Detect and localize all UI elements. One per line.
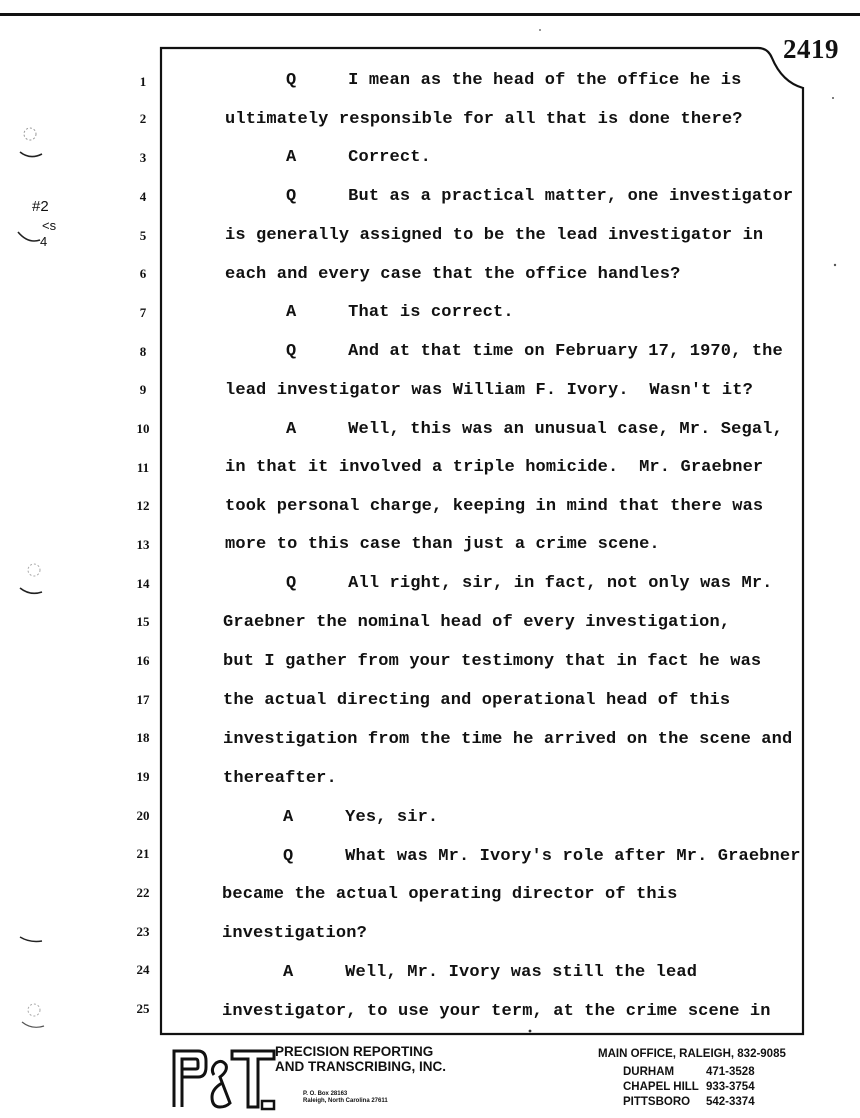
margin-mark: #2 xyxy=(32,198,49,215)
transcript-line: Q I mean as the head of the office he is xyxy=(286,71,742,90)
transcript-line: investigator, to use your term, at the crime scene in xyxy=(222,1002,771,1021)
main-office: MAIN OFFICE, RALEIGH, 832-9085 xyxy=(598,1048,786,1060)
office-city: DURHAM xyxy=(623,1066,675,1078)
line-number: 4 xyxy=(139,189,147,204)
company-name xyxy=(275,1044,446,1074)
page-number: 2419 xyxy=(783,34,839,64)
margin-mark: <s xyxy=(42,218,57,233)
company-address xyxy=(303,1091,388,1105)
line-number: 19 xyxy=(136,769,150,784)
line-number: 8 xyxy=(139,344,147,359)
transcript-line: became the actual operating director of this xyxy=(222,885,678,904)
margin-mark: 4 xyxy=(40,234,48,249)
company-name-line: PRECISION REPORTING xyxy=(275,1044,434,1059)
transcript-line: A Well, this was an unusual case, Mr. Segal, xyxy=(286,420,783,439)
office-phone: 471-3528 xyxy=(706,1066,755,1078)
line-number: 6 xyxy=(139,266,147,281)
city-state: Raleigh, North Carolina 27611 xyxy=(303,1098,388,1104)
transcript-line: Q All right, sir, in fact, not only was Mr. xyxy=(286,574,773,593)
office-phone: 542-3374 xyxy=(706,1096,755,1108)
office-phone: 933-3754 xyxy=(706,1081,755,1093)
transcript-line: but I gather from your testimony that in fact he was xyxy=(223,652,762,671)
line-number: 20 xyxy=(136,808,150,823)
transcript-line: A Correct. xyxy=(286,148,431,167)
office-city: CHAPEL HILL xyxy=(623,1081,699,1093)
po-box: P. O. Box 28163 xyxy=(303,1091,348,1097)
line-number: 14 xyxy=(136,576,150,591)
transcript-line: more to this case than just a crime scene. xyxy=(225,535,660,554)
office-city: PITTSBORO xyxy=(623,1096,691,1108)
transcript-line: the actual directing and operational head of this xyxy=(223,691,731,710)
line-number: 25 xyxy=(136,1001,150,1016)
line-number: 11 xyxy=(136,460,150,475)
line-number: 3 xyxy=(139,150,147,165)
transcript-line: each and every case that the office handles? xyxy=(225,265,681,284)
line-number: 7 xyxy=(139,305,147,320)
line-number: 1 xyxy=(139,74,147,89)
line-number: 15 xyxy=(136,614,150,629)
transcript-line: investigation? xyxy=(222,924,367,943)
line-number: 24 xyxy=(136,962,150,977)
transcript-line: took personal charge, keeping in mind that there was xyxy=(225,497,764,516)
transcript-line: is generally assigned to be the lead investigator in xyxy=(225,226,764,245)
company-name-line: AND TRANSCRIBING, INC. xyxy=(275,1059,446,1074)
line-number: 9 xyxy=(139,382,147,397)
transcript-line: A Yes, sir. xyxy=(283,808,439,827)
company-logo xyxy=(170,1045,280,1111)
line-number: 21 xyxy=(136,846,150,861)
transcript-line: in that it involved a triple homicide. Mr. Graebner xyxy=(225,458,764,477)
transcript-line: A Well, Mr. Ivory was still the lead xyxy=(283,963,698,982)
line-number: 10 xyxy=(136,421,150,436)
line-number: 23 xyxy=(136,924,150,939)
line-number: 5 xyxy=(139,228,147,243)
line-number: 22 xyxy=(136,885,150,900)
line-number: 12 xyxy=(136,498,150,513)
footer xyxy=(0,1040,860,1118)
transcript-line: Q What was Mr. Ivory's role after Mr. Graebner xyxy=(283,847,801,866)
line-number: 13 xyxy=(136,537,150,552)
transcript-line: A That is correct. xyxy=(286,303,514,322)
line-number: 16 xyxy=(136,653,150,668)
transcript-line: Graebner the nominal head of every investigation, xyxy=(223,613,731,632)
transcript-line: thereafter. xyxy=(223,769,337,788)
margin-annotations xyxy=(14,116,74,1036)
line-number: 17 xyxy=(136,692,150,707)
logo-text: P&T xyxy=(170,1045,172,1046)
transcript-line: Q But as a practical matter, one investigator xyxy=(286,187,794,206)
line-number: 2 xyxy=(139,111,147,126)
transcript-line: ultimately responsible for all that is done there? xyxy=(225,110,743,129)
transcript-line: investigation from the time he arrived on the scene and xyxy=(223,730,793,749)
line-number: 18 xyxy=(136,730,150,745)
transcript-line: lead investigator was William F. Ivory. Wasn't it? xyxy=(225,381,753,400)
transcript-line: Q And at that time on February 17, 1970, the xyxy=(286,342,783,361)
